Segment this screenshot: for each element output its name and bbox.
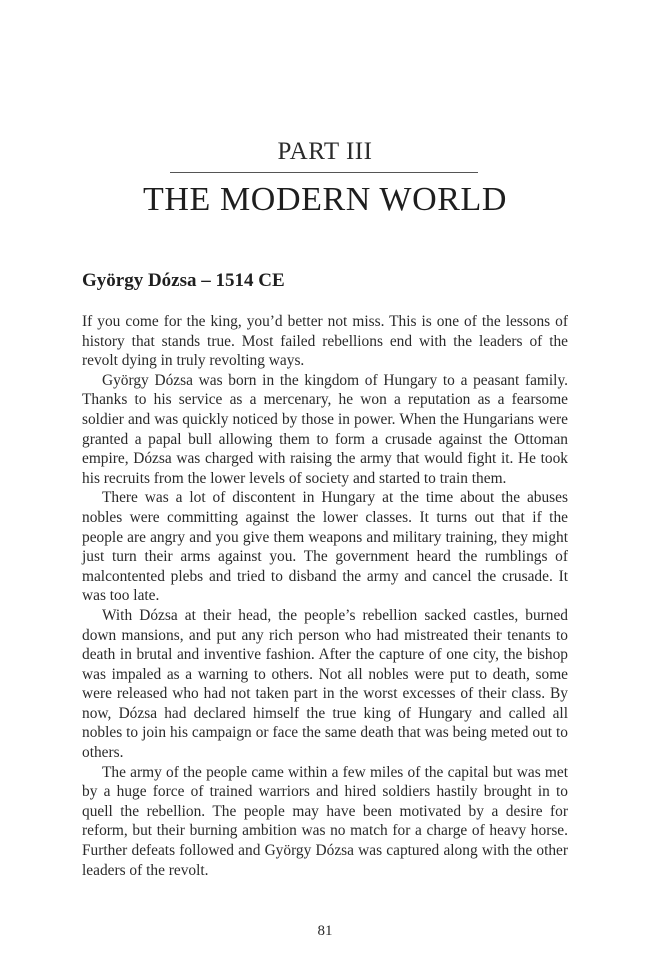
paragraph: With Dózsa at their head, the people’s rebellion sacked castles, burned down mansions, and put any rich person who had mistreated their tenants to death in brutal and inventive fashion. After the capture of one city, the bishop was impaled as a warning to others. Not all nobles were put to death, some were released who had not taken part in the worst excesses of their class. By now, Dózsa had declared himself the true king of Hungary and called all nobles to join his campaign or face the same death that was being meted out to others. <box>82 606 568 762</box>
paragraph: The army of the people came within a few miles of the capital but was met by a huge force of trained warriors and hired soldiers hastily brought in to quell the rebellion. The people may have been motivated by a desire for reform, but their burning ambition was no match for a charge of heavy horse. Further defeats followed and György Dózsa was captured along with the other leaders of the revolt. <box>82 763 568 879</box>
part-title: THE MODERN WORLD <box>142 181 508 218</box>
chapter-title: György Dózsa – 1514 CE <box>82 270 285 291</box>
page-number: 81 <box>317 923 333 939</box>
paragraph: György Dózsa was born in the kingdom of Hungary to a peasant family. Thanks to his service as a mercenary, he won a reputation as a fearsome soldier and was quickly noticed by those in power. When the Hungarians were granted a papal bull allowing them to form a crusade against the Ottoman empire, Dózsa was charged with raising the army that would fight it. He took his recruits from the lower levels of society and started to train them. <box>82 371 568 487</box>
chapter-body <box>82 312 568 880</box>
paragraph: There was a lot of discontent in Hungary at the time about the abuses nobles were committing against the lower classes. It turns out that if the people are angry and you give them weapons and military training, they might just turn their arms against you. The government heard the rumblings of malcontented plebs and tried to disband the army and cancel the crusade. It was too late. <box>82 489 568 605</box>
part-divider <box>170 172 478 173</box>
part-label: PART III <box>277 138 373 165</box>
paragraph: If you come for the king, you’d better not miss. This is one of the lessons of history that stands true. Most failed rebellions end with the leaders of the revolt dying in truly revolting ways. <box>82 313 568 370</box>
